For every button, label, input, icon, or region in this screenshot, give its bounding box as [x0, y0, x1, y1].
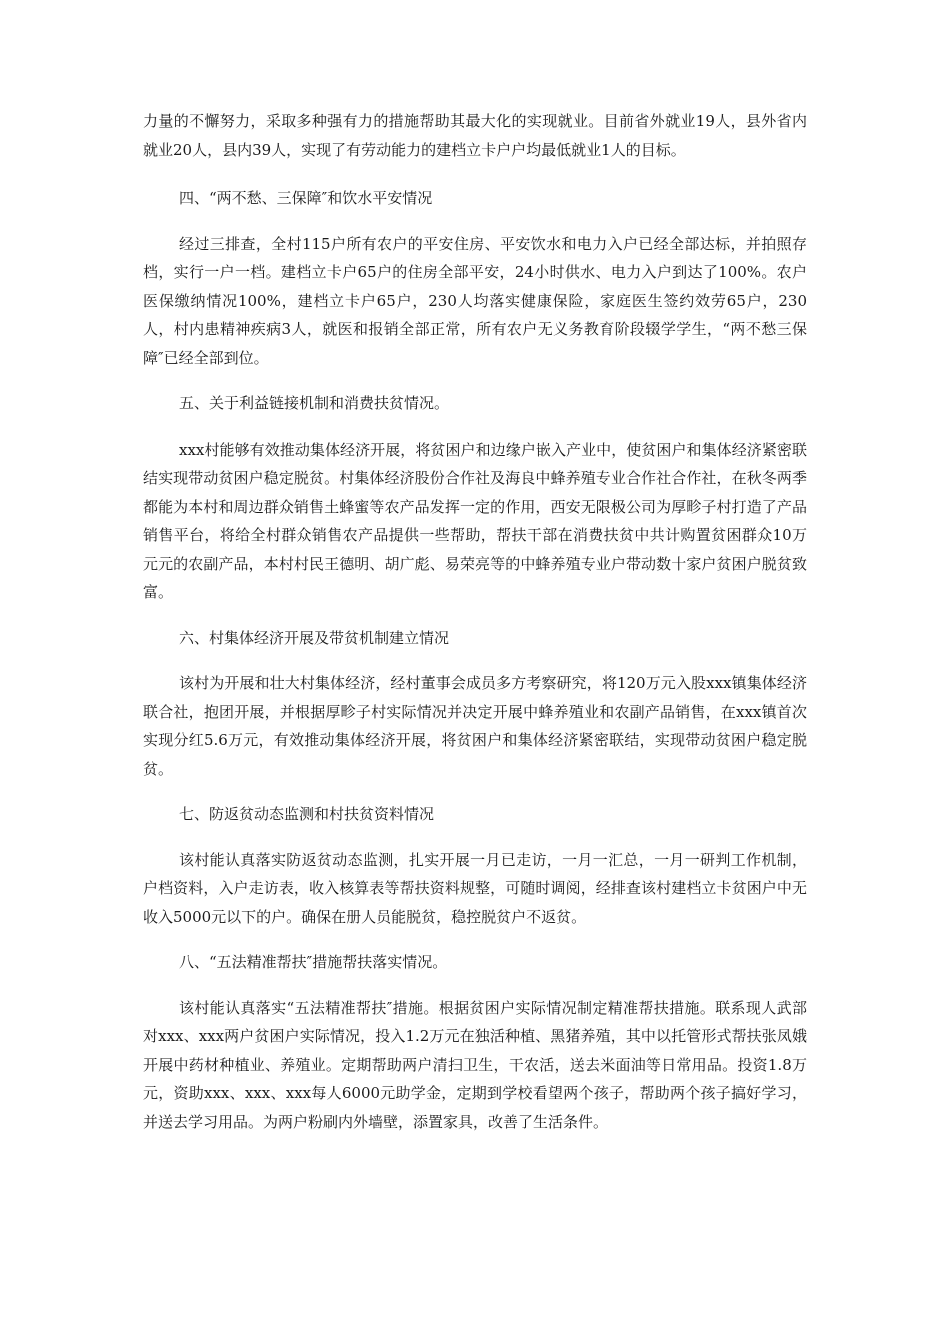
paragraph-employment-continued: 力量的不懈努力，采取多种强有力的措施帮助其最大化的实现就业。目前省外就业19人，县外省内就业20人，县内39人，实现了有劳动能力的建档立卡户户均最低就业1人的目标。 — [143, 112, 807, 159]
heading-section-4: 四、“两不愁、三保障″和饮水平安情况 — [179, 189, 433, 207]
heading-section-8: 八、“五法精准帮扶″措施帮扶落实情况。 — [179, 953, 448, 971]
paragraph-section-7: 该村能认真落实防返贫动态监测，扎实开展一月已走访，一月一汇总，一月一研判工作机制，户档资料，入户走访表，收入核算表等帮扶资料规整，可随时调阅，经排查该村建档立卡贫困户中无收入5000元以下的户。确保在册人员能脱贫，稳控脱贫户不返贫。 — [143, 850, 807, 926]
paragraph-section-5: xxx村能够有效推动集体经济开展，将贫困户和边缘户嵌入产业中，使贫困户和集体经济紧密联结实现带动贫困户稳定脱贫。村集体经济股份合作社及海良中蜂养殖专业合作社合作社，在秋冬两季都能为本村和周边群众销售土蜂蜜等农产品发挥一定的作用，西安无限极公司为厚畛子村打造了产品销售平台，将给全村群众销售农产品提供一些帮助，帮扶干部在消费扶贫中共计购置贫困群众10万元元的农副产品，本村村民王德明、胡广彪、易荣亮等的中蜂养殖专业户带动数十家户贫困户脱贫致富。 — [143, 440, 807, 601]
paragraph-section-4: 经过三排查，全村115户所有农户的平安住房、平安饮水和电力入户已经全部达标，并拍照存档，实行一户一档。建档立卡户65户的住房全部平安，24小时供水、电力入户到达了100%。农户医保缴纳情况100%，建档立卡户65户，230人均落实健康保险，家庭医生签约效劳65户，230 人，村内患精神疾病3人，就医和报销全部正常，所有农户无义务教育阶段辍学学生，“两不愁三保障″已经全部到位。 — [143, 234, 807, 367]
heading-section-5: 五、关于利益链接机制和消费扶贫情况。 — [179, 394, 450, 412]
paragraph-section-8: 该村能认真落实“五法精准帮扶″措施。根据贫困户实际情况制定精准帮扶措施。联系现人武部对xxx、xxx两户贫困户实际情况，投入1.2万元在独活种植、黑猪养殖，其中以托管形式帮扶张凤娥开展中药材种植业、养殖业。定期帮助两户清扫卫生，干农活，送去米面油等日常用品。投资1.8万元，资助xxx、xxx、xxx每人6000元助学金，定期到学校看望两个孩子，帮助两个孩子搞好学习，并送去学习用品。为两户粉刷内外墙壁，添置家具，改善了生活条件。 — [143, 998, 807, 1131]
heading-section-6: 六、村集体经济开展及带贫机制建立情况 — [179, 628, 450, 647]
heading-section-7: 七、防返贫动态监测和村扶贫资料情况 — [179, 805, 435, 823]
document-page — [143, 107, 807, 1136]
paragraph-section-6: 该村为开展和壮大村集体经济，经村董事会成员多方考察研究，将120万元入股xxx镇集体经济联合社，抱团开展，并根据厚畛子村实际情况并决定开展中蜂养殖业和农副产品销售，在xxx镇首次实现分红5.6万元，有效推动集体经济开展，将贫困户和集体经济紧密联结，实现带动贫困户稳定脱贫。 — [143, 674, 807, 778]
